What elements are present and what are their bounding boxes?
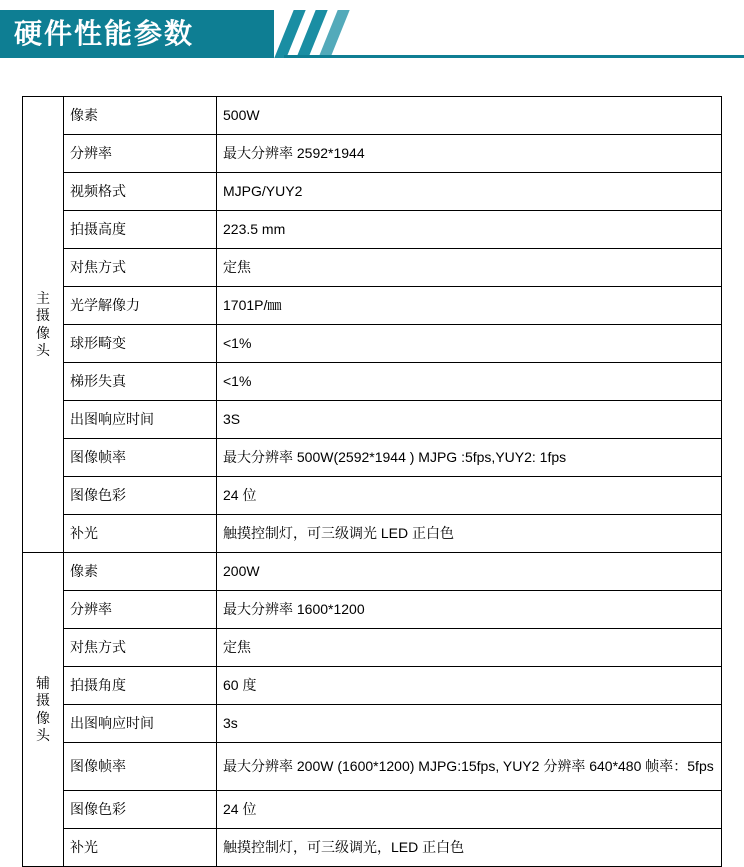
row-label: 球形畸变: [64, 325, 217, 363]
row-label: 像素: [64, 553, 217, 591]
table-row: [23, 439, 722, 477]
table-row: [23, 97, 722, 135]
row-value: 定焦: [217, 249, 722, 287]
row-label: 对焦方式: [64, 629, 217, 667]
row-label: 对焦方式: [64, 249, 217, 287]
group-label-sub-camera: 辅摄像头: [23, 553, 64, 867]
row-value: 触摸控制灯，可三级调光 LED 正白色: [217, 515, 722, 553]
row-label: 补光: [64, 829, 217, 867]
table-row: [23, 401, 722, 439]
table-row: [23, 325, 722, 363]
row-value: 3S: [217, 401, 722, 439]
table-row: [23, 477, 722, 515]
row-value: 最大分辨率 1600*1200: [217, 591, 722, 629]
row-value: 500W: [217, 97, 722, 135]
row-value: 最大分辨率 200W (1600*1200) MJPG:15fps, YUY2 分辨率 640*480 帧率：5fps: [217, 743, 722, 791]
row-value: 最大分辨率 2592*1944: [217, 135, 722, 173]
row-value: <1%: [217, 363, 722, 401]
table-row: [23, 705, 722, 743]
table-row: [23, 791, 722, 829]
row-value: MJPG/YUY2: [217, 173, 722, 211]
row-label: 图像色彩: [64, 477, 217, 515]
row-value: <1%: [217, 325, 722, 363]
row-label: 出图响应时间: [64, 401, 217, 439]
row-label: 图像色彩: [64, 791, 217, 829]
table-row: [23, 591, 722, 629]
row-label: 图像帧率: [64, 743, 217, 791]
table-row: [23, 667, 722, 705]
row-label: 出图响应时间: [64, 705, 217, 743]
row-value: 24 位: [217, 791, 722, 829]
row-value: 60 度: [217, 667, 722, 705]
decorative-slashes: [284, 10, 404, 58]
header-underline: [284, 55, 744, 58]
page-header: [0, 0, 744, 72]
table-row: [23, 249, 722, 287]
table-row: [23, 135, 722, 173]
row-value: 3s: [217, 705, 722, 743]
row-value: 200W: [217, 553, 722, 591]
spec-table: [22, 96, 722, 867]
table-row: [23, 829, 722, 867]
row-label: 补光: [64, 515, 217, 553]
row-label: 拍摄角度: [64, 667, 217, 705]
row-value: 最大分辨率 500W(2592*1944 ) MJPG :5fps,YUY2: 1fps: [217, 439, 722, 477]
row-label: 视频格式: [64, 173, 217, 211]
row-value: 223.5 mm: [217, 211, 722, 249]
table-row: [23, 515, 722, 553]
row-label: 像素: [64, 97, 217, 135]
table-row: [23, 363, 722, 401]
row-label: 拍摄高度: [64, 211, 217, 249]
table-row: [23, 629, 722, 667]
table-row: [23, 553, 722, 591]
row-value: 定焦: [217, 629, 722, 667]
table-row: [23, 287, 722, 325]
row-value: 24 位: [217, 477, 722, 515]
group-label-main-camera: 主摄像头: [23, 97, 64, 553]
spec-table-wrapper: [22, 96, 722, 867]
page-title: 硬件性能参数: [14, 18, 195, 49]
row-label: 光学解像力: [64, 287, 217, 325]
row-label: 分辨率: [64, 135, 217, 173]
row-value: 1701P/㎜: [217, 287, 722, 325]
row-label: 图像帧率: [64, 439, 217, 477]
table-row: [23, 173, 722, 211]
table-row: [23, 211, 722, 249]
row-value: 触摸控制灯，可三级调光，LED 正白色: [217, 829, 722, 867]
table-row: [23, 743, 722, 791]
row-label: 梯形失真: [64, 363, 217, 401]
row-label: 分辨率: [64, 591, 217, 629]
